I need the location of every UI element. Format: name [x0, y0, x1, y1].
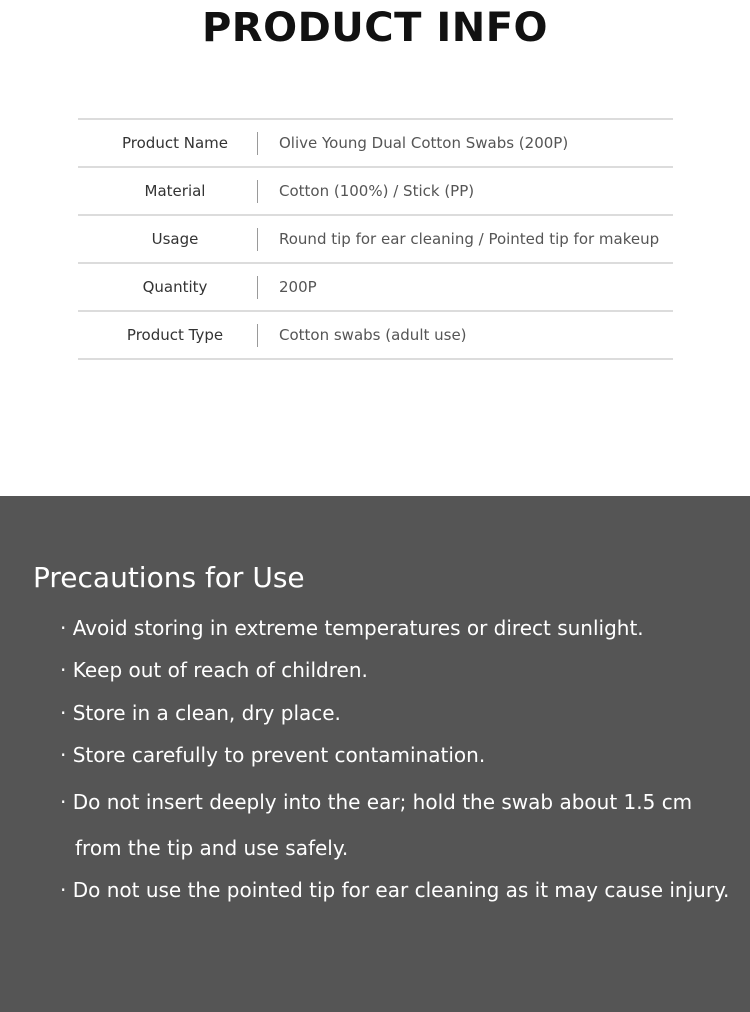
row-label: Product Type: [126, 326, 224, 344]
row-value: Cotton swabs (adult use): [279, 326, 467, 344]
precaution-item: · Store in a clean, dry place.: [60, 701, 341, 725]
column-divider: [257, 180, 258, 203]
table-row: [78, 216, 673, 264]
row-value: Round tip for ear cleaning / Pointed tip for makeup: [279, 230, 660, 248]
row-label: Quantity: [142, 278, 208, 296]
table-row: [78, 168, 673, 216]
precaution-item: · Store carefully to prevent contamination.: [60, 743, 486, 767]
column-divider: [257, 228, 258, 251]
precautions-section: [0, 496, 750, 1012]
product-info-table: [78, 118, 673, 360]
row-label: Product Name: [122, 134, 228, 152]
column-divider: [257, 276, 258, 299]
table-row: [78, 264, 673, 312]
precaution-item: · Avoid storing in extreme temperatures or direct sunlight.: [60, 616, 644, 640]
row-label: Material: [144, 182, 206, 200]
row-value: Olive Young Dual Cotton Swabs (200P): [279, 134, 569, 152]
row-label: Usage: [151, 230, 199, 248]
precaution-item-continued: from the tip and use safely.: [75, 836, 349, 860]
product-info-section: [0, 0, 750, 496]
precaution-item: · Do not insert deeply into the ear; hold the swab about 1.5 cm: [60, 790, 693, 814]
precaution-item: · Do not use the pointed tip for ear cleaning as it may cause injury.: [60, 878, 730, 902]
table-row: [78, 312, 673, 360]
precautions-title: Precautions for Use: [33, 561, 305, 594]
page-title: PRODUCT INFO: [201, 5, 549, 51]
column-divider: [257, 324, 258, 347]
column-divider: [257, 132, 258, 155]
precaution-item: · Keep out of reach of children.: [60, 658, 368, 682]
table-row: [78, 120, 673, 168]
row-value: Cotton (100%) / Stick (PP): [279, 182, 475, 200]
row-value: 200P: [279, 278, 317, 296]
